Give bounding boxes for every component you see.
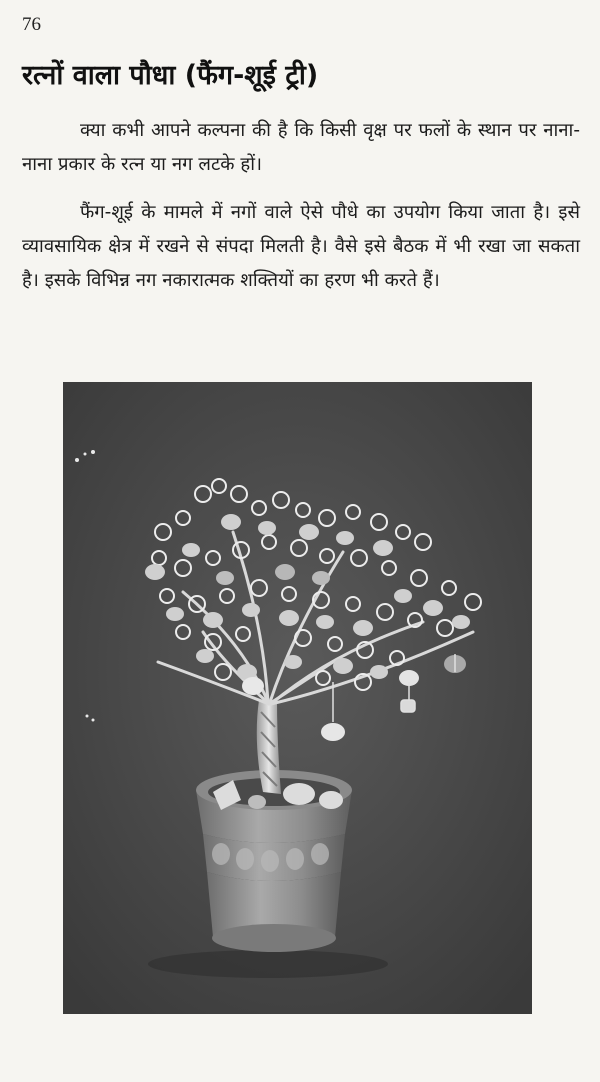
paragraph-2: फैंग-शूई के मामले में नगों वाले ऐसे पौधे का उपयोग किया जाता है। इसे व्यावसायिक क्षेत्र में रखने से संपदा मिलती है। वैसे इसे बैठक में भी रखा जा सकता है। इसके विभिन्न नग नकारात्मक शक्तियों का हरण भी करते हैं। — [22, 202, 580, 291]
pot-shadow — [148, 950, 388, 978]
body-text — [22, 114, 580, 312]
paragraph-1: क्या कभी आपने कल्पना की है कि किसी वृक्ष पर फलों के स्थान पर नाना-नाना प्रकार के रत्न या नग लटके हों। — [22, 120, 580, 175]
section-heading: रत्नों वाला पौधा (फैंग-शूई ट्री) — [22, 60, 319, 91]
gem-tree-illustration — [63, 382, 532, 1014]
gem-tree-photo — [63, 382, 532, 1014]
page-number: 76 — [22, 14, 41, 35]
